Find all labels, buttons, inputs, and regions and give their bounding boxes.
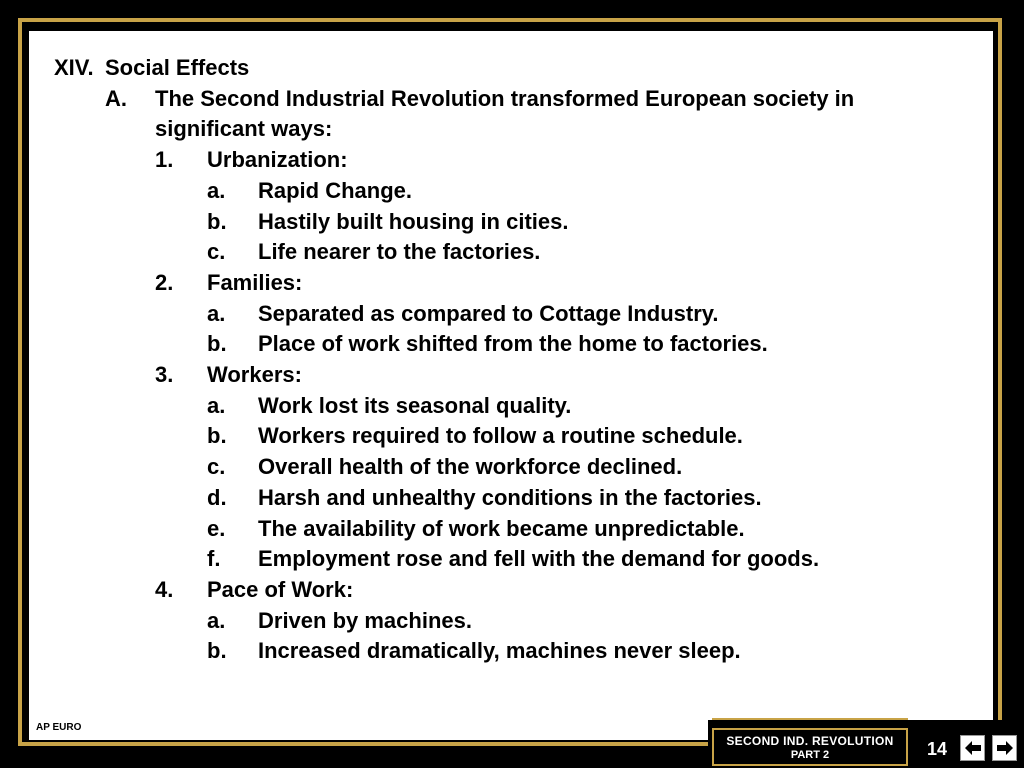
left-arrow-icon: [963, 739, 983, 757]
outline-text: Place of work shifted from the home to factories.: [258, 331, 768, 357]
outline-text: Increased dramatically, machines never sleep.: [258, 638, 741, 664]
outline-marker: 1.: [155, 147, 174, 173]
outline-text: Urbanization:: [207, 147, 348, 173]
outline-text: Separated as compared to Cottage Industry.: [258, 300, 719, 326]
outline-text: Pace of Work:: [207, 576, 354, 602]
outline-marker: 2.: [155, 269, 174, 295]
outline-marker: e.: [207, 515, 226, 541]
outline-marker: a.: [207, 177, 226, 203]
outline-text: The Second Industrial Revolution transformed European society in: [155, 85, 855, 111]
outline-marker: c.: [207, 239, 226, 265]
outline-text: Workers required to follow a routine schedule.: [258, 423, 743, 449]
outline-text: Workers:: [207, 362, 302, 387]
outline-marker: b.: [207, 208, 227, 234]
outline-marker: a.: [207, 300, 226, 326]
outline-marker: a.: [207, 607, 226, 633]
outline-text: Rapid Change.: [258, 177, 413, 203]
outline-marker: b.: [207, 331, 227, 357]
outline-marker: d.: [207, 484, 227, 510]
outline-text: Employment rose and fell with the demand for goods.: [258, 546, 820, 572]
outline-marker: a.: [207, 392, 226, 418]
presentation-title: SECOND IND. REVOLUTION: [726, 734, 894, 748]
presentation-part: PART 2: [790, 749, 830, 761]
outline-text: Hastily built housing in cities.: [258, 208, 569, 234]
outline-text: Families:: [207, 269, 303, 295]
next-slide-button[interactable]: [992, 735, 1017, 761]
title-box-rule: [712, 718, 908, 720]
outline-text: Life nearer to the factories.: [258, 239, 541, 265]
right-arrow-icon: [995, 739, 1015, 757]
outline-marker: f.: [207, 546, 221, 572]
outline-marker: 4.: [155, 576, 174, 602]
outline-text: Work lost its seasonal quality.: [258, 392, 572, 418]
outline-text: significant ways:: [155, 116, 333, 142]
outline-text: Driven by machines.: [258, 607, 472, 633]
outline-text: Harsh and unhealthy conditions in the factories.: [258, 484, 762, 510]
previous-slide-button[interactable]: [960, 735, 985, 761]
outline-marker: XIV.: [54, 55, 94, 80]
outline-text: The availability of work became unpredictable.: [258, 515, 745, 541]
outline-marker: b.: [207, 638, 227, 664]
outline-marker: c.: [207, 454, 226, 480]
outline-text: Overall health of the workforce declined.: [258, 454, 683, 480]
course-label: AP EURO: [36, 722, 82, 733]
outline-text: Social Effects: [105, 55, 250, 80]
outline-marker: 3.: [155, 362, 174, 387]
outline-marker: A.: [105, 85, 127, 111]
outline-marker: b.: [207, 423, 227, 449]
page-number: 14: [926, 739, 948, 759]
presentation-title-box: [712, 728, 908, 766]
